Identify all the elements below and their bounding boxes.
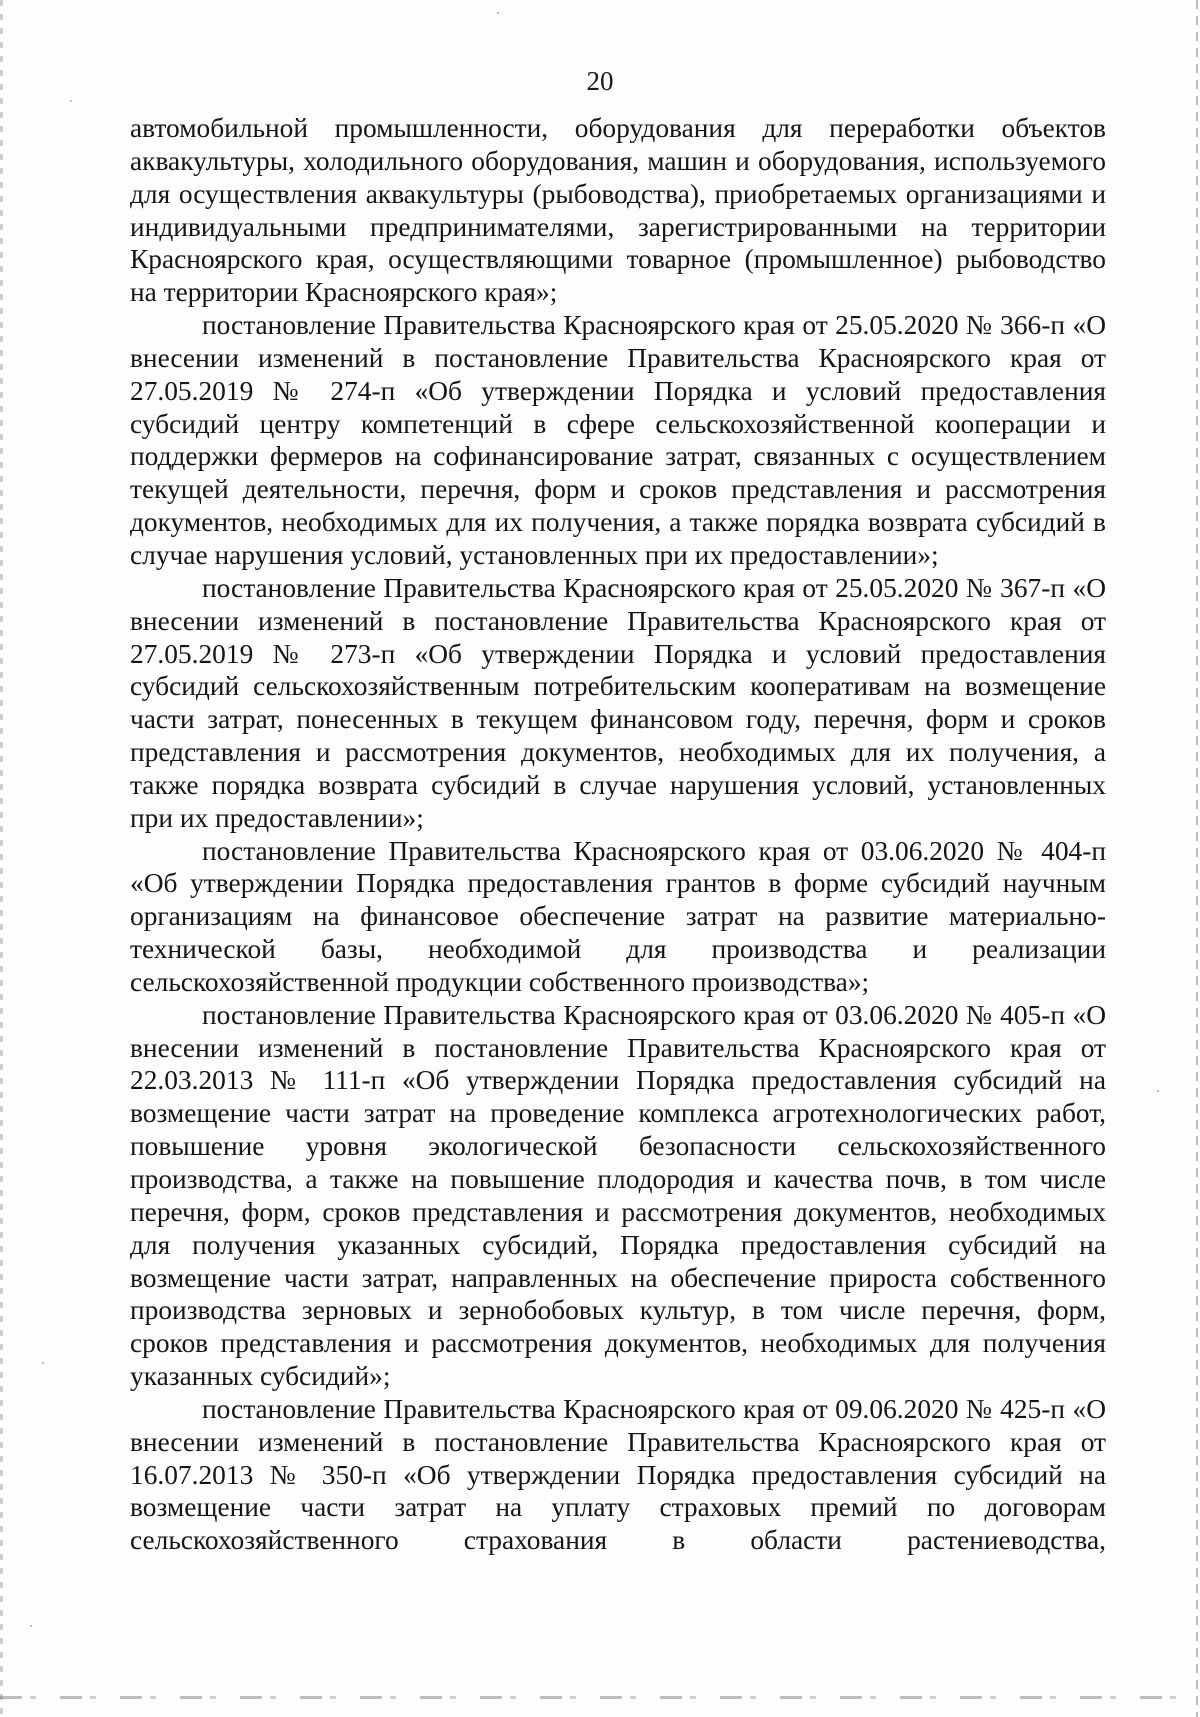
paragraph-1: автомобильной промышленности, оборудования для переработки объектов аквакультуры, холодильного оборудования, машин и оборудования, используемого для осуществления аквакультуры (рыбоводства), приобретаемых организациями и индивидуальными предпринимателями, зарегистрированными на территории Красноярского края, осуществляющими товарное (промышленное) рыбоводство на территории Красноярского края»; — [130, 113, 1106, 308]
scan-speck — [70, 100, 72, 102]
paragraph-6: постановление Правительства Красноярского края от 09.06.2020 № 425-п «О внесении изменений в постановление Правительства Красноярского края от 16.07.2013 № 350-п «Об утверждении Порядка предоставления субсидий на возмещение части затрат на уплату страховых премий по договорам сельскохозяйственного страхования в области растениеводства, — [130, 1393, 1106, 1556]
paragraph-2: постановление Правительства Красноярского края от 25.05.2020 № 366-п «О внесении изменений в постановление Правительства Красноярского края от 27.05.2019 № 274-п «Об утверждении Порядка и условий предоставления субсидий центру компетенций в сфере сельскохозяйственной кооперации и поддержки фермеров на софинансирование затрат, связанных с осуществлением текущей деятельности, перечня, форм и сроков представления и рассмотрения документов, необходимых для их получения, а также порядка возврата субсидий в случае нарушения условий, установленных при их предоставлении»; — [130, 310, 1106, 570]
document-body — [130, 112, 1106, 1557]
scan-speck — [497, 12, 499, 14]
paragraph-3: постановление Правительства Красноярского края от 25.05.2020 № 367-п «О внесении изменений в постановление Правительства Красноярского края от 27.05.2019 № 273-п «Об утверждении Порядка и условий предоставления субсидий сельскохозяйственным потребительским кооперативам на возмещение части затрат, понесенных в текущем финансовом году, перечня, форм и сроков представления и рассмотрения документов, необходимых для их получения, а также порядка возврата субсидий в случае нарушения условий, установленных при их предоставлении»; — [130, 572, 1106, 833]
scan-edge-right — [1196, 0, 1198, 1717]
scan-edge-left — [0, 0, 3, 1717]
page-number: 20 — [586, 66, 614, 96]
paragraph-4: постановление Правительства Красноярского края от 03.06.2020 № 404-п «Об утверждении Порядка предоставления грантов в форме субсидий научным организациям на финансовое обеспечение затрат на развитие материально-технической базы, необходимой для производства и реализации сельскохозяйственной продукции собственного производства»; — [130, 835, 1106, 997]
scan-edge-bottom — [0, 1696, 1200, 1699]
scan-speck — [30, 1625, 32, 1627]
scan-speck — [1157, 1090, 1159, 1092]
paragraph-5: постановление Правительства Красноярского края от 03.06.2020 № 405-п «О внесении изменений в постановление Правительства Красноярского края от 22.03.2013 № 111-п «Об утверждении Порядка предоставления субсидий на возмещение части затрат на проведение комплекса агротехнологических работ, повышение уровня экологической безопасности сельскохозяйственного производства, а также на повышение плодородия и качества почв, в том числе перечня, форм, сроков представления и рассмотрения документов, необходимых для получения указанных субсидий, Порядка предоставления субсидий на возмещение части затрат, направленных на обеспечение прироста собственного производства зерновых и зернобобовых культур, в том числе перечня, форм, сроков представления и рассмотрения документов, необходимых для получения указанных субсидий»; — [130, 999, 1106, 1392]
scan-speck — [42, 1362, 44, 1364]
